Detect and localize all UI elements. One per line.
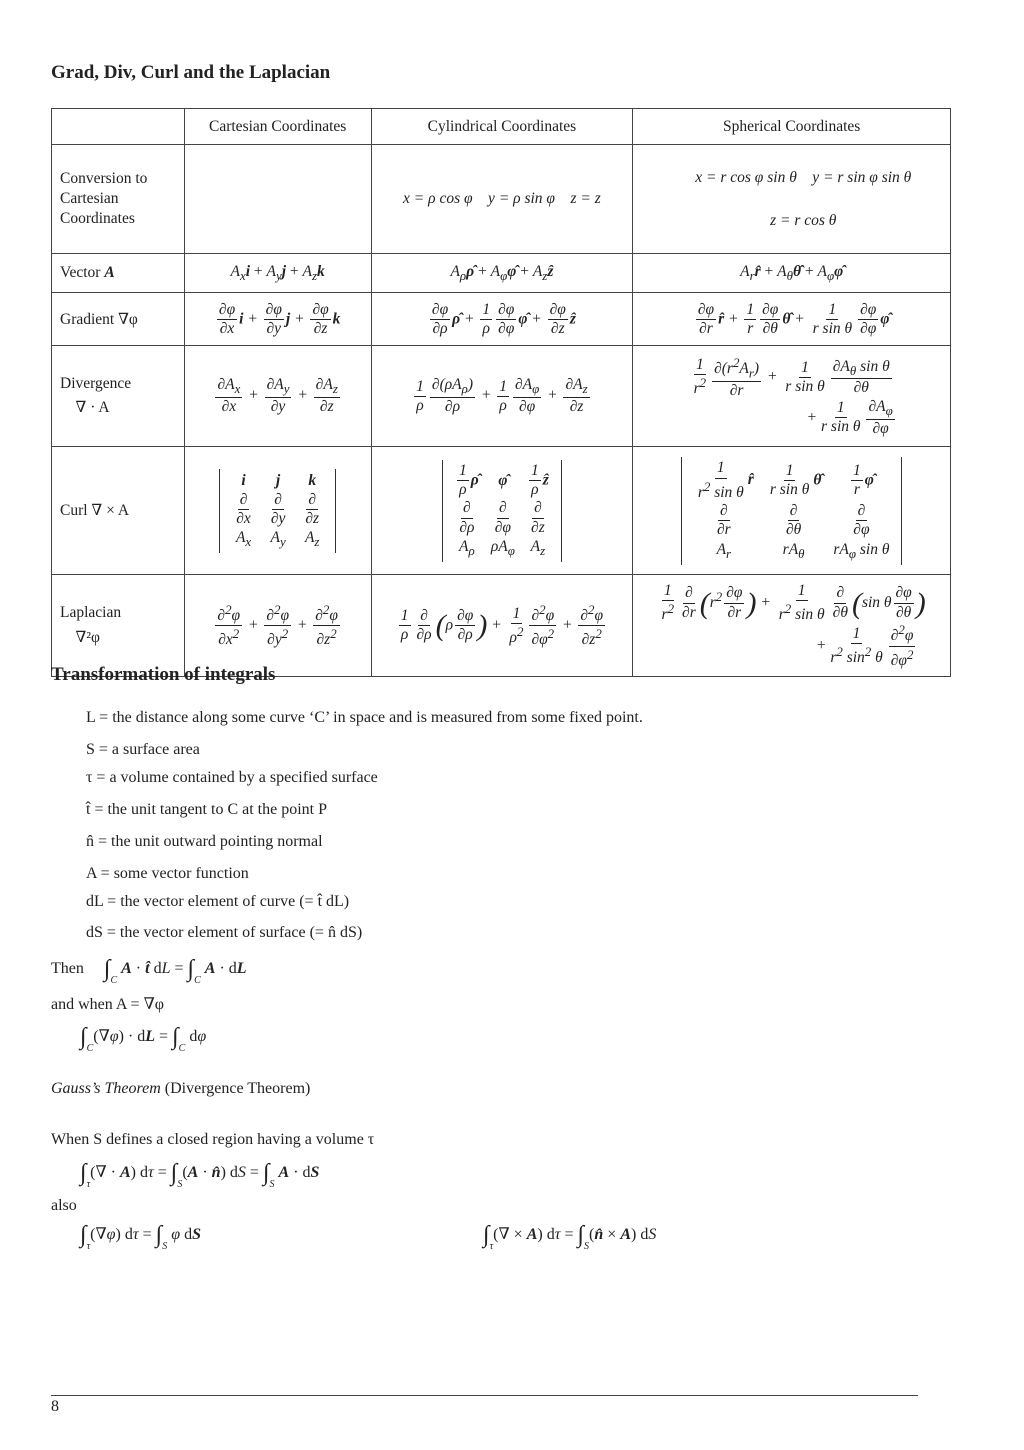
vector-operators-table	[51, 108, 951, 677]
conversion-label: Conversion to Cartesian Coordinates	[52, 145, 185, 254]
definition-n-hat: n̂ = the unit outward pointing normal	[86, 833, 323, 850]
gauss-theorem-heading: Gauss’s Theorem (Divergence Theorem)	[51, 1080, 311, 1097]
conversion-spherical: x = r cos φ sin θ y = r sin φ sin θ z = r cos θ	[633, 145, 951, 254]
gradient-volume-integral: $\int_\tau(\nabla\varphi) d\tau = \int_S$ φ dS	[80, 1222, 201, 1253]
definition-dL: dL = the vector element of curve (= t̂ dL)	[86, 893, 350, 910]
footer-rule	[51, 1395, 918, 1396]
definition-t-hat: t̂ = the unit tangent to C at the point P	[86, 801, 327, 818]
vector-row	[52, 254, 951, 293]
table-header-row	[52, 109, 951, 145]
gradient-row	[52, 293, 951, 346]
definition-dS: dS = the vector element of surface (= n̂ dS)	[86, 924, 363, 941]
page-number: 8	[51, 1398, 59, 1415]
section-title-grad-div-curl: Grad, Div, Curl and the Laplacian	[51, 62, 331, 83]
vector-label: Vector A	[52, 254, 185, 293]
divergence-cylindrical: $\frac{1}{\rho}$ $\partial(\rho A_\rho)$ ∂ρ + $\frac{1}{\rho}$ $\frac{\partial A_\varphi}{\partial\varphi}$ + $\frac{\partial A_z}{\partial z}$	[371, 346, 633, 447]
laplacian-cartesian: $\frac{\partial^2\varphi}{\partial x^2}$ + $\frac{\partial^2\varphi}{\partial y^2}$ + $\frac{\partial^2\varphi}{\partial z^2}$	[184, 575, 371, 677]
gradient-label: Gradient ∇φ	[52, 293, 185, 346]
then-equation: Then $\int_C$ A · t̂ dL = $\int_C$ A · dL	[51, 956, 247, 987]
divergence-row	[52, 346, 951, 447]
curl-cartesian: i j k ∂ ∂x ∂ ∂y ∂ ∂z $A_x$ $A_y$ $A_z$	[184, 447, 371, 575]
laplacian-cylindrical: $\frac{1}{\rho}$ ∂ ∂ρ (ρ $\frac{\partial\varphi}{\partial\rho}$ ) + $\frac{1}{\rho^2}$ $\frac{\partial^2\varphi}{\partial\varphi^2}$ + $\frac{\partial^2\varphi}{\partial z^2}$	[371, 575, 633, 677]
vector-spherical: $A_rr̂$ + $A_\theta\thetâ$ + $A_\varphi\varphî$	[633, 254, 951, 293]
and-when-label: and when A = ∇φ	[51, 996, 164, 1013]
divergence-spherical: $\frac{1}{r^2}$ $\frac{\partial(r^2A_r)}{\partial r}$ + $\frac{1}{\text{r sin θ}}$ $\frac{\partial A_\theta \sin \theta}{\partial\theta}$ + $\frac{1}{\text{r sin θ}}$ $\frac{\partial A_\varphi}{\partial\varphi}$	[633, 346, 951, 447]
vector-cartesian: $A_xi + A_yj + A_zk$	[184, 254, 371, 293]
also-label: also	[51, 1197, 77, 1214]
curl-cylindrical: $\frac{1}{\rho}$ ρ̂ φ̂ $\frac{1}{\rho}$ ẑ ∂ ∂ρ ∂ ∂φ ∂ ∂z $A_\rho$ $\rho A_\varphi$ $A_z$	[371, 447, 633, 575]
laplacian-label: Laplacian ∇²φ	[52, 575, 185, 677]
gradient-cylindrical: $\frac{\partial\varphi}{\partial\rho}$ ρ̂ + $\frac{1}{\rho}$ $\frac{\partial\varphi}{\partial\varphi}$ φ̂ + $\frac{\partial\varphi}{\partial z}$ ẑ	[371, 293, 633, 346]
header-spherical: Spherical Coordinates	[633, 109, 951, 145]
curl-volume-integral: $\int_\tau(\nabla \times A) d\tau$ = $\int_S(n̂ \times A)$ dS	[483, 1222, 657, 1253]
divergence-theorem-equation: $\int_\tau(\nabla \cdot A) d\tau = \int_S(A$ · n̂) dS = $\int_S$ A · dS	[80, 1160, 320, 1191]
definition-tau: τ = a volume contained by a specified surface	[86, 769, 378, 786]
vector-cylindrical: $A_\rho\rhô$ + $A_\varphi\varphî$ + $A_zẑ$	[371, 254, 633, 293]
laplacian-row	[52, 575, 951, 677]
divergence-cartesian: $\frac{\partial A_x}{\partial x}$ + $\frac{\partial A_y}{\partial y}$ + $\frac{\partial A_z}{\partial z}$	[184, 346, 371, 447]
definition-S: S = a surface area	[86, 741, 200, 758]
conversion-row	[52, 145, 951, 254]
table-corner-cell	[52, 109, 185, 145]
when-S-label: When S defines a closed region having a volume τ	[51, 1131, 375, 1148]
definition-L: L = the distance along some curve ‘C’ in space and is measured from some fixed point.	[86, 709, 643, 726]
curl-row	[52, 447, 951, 575]
conversion-cylindrical: x = ρ cos φ y = ρ sin φ z = z	[371, 145, 633, 254]
gradient-spherical: $\frac{\partial\varphi}{\partial r}$ r̂ + $\frac{1}{r}$ $\frac{\partial\varphi}{\partial\theta}$ θ̂ + $\frac{1}{\text{r sin θ}}$ $\frac{\partial\varphi}{\partial\varphi}$ φ̂	[633, 293, 951, 346]
divergence-label: Divergence ∇ · A	[52, 346, 185, 447]
conversion-cartesian	[184, 145, 371, 254]
header-cylindrical: Cylindrical Coordinates	[371, 109, 633, 145]
laplacian-spherical: $\frac{1}{r^2}$ ∂ ∂r ($r^2$ $\frac{\partial\varphi}{\partial r}$ ) + $\frac{1}{r^2 \sin \theta}$ ∂ ∂θ (sin θ $\frac{\partial\varphi}{\partial\theta}$ ) + $\frac{1}{r^2 \sin^2 \theta}$ $\frac{\partial^2\varphi}{\partial\varphi^2}$	[633, 575, 951, 677]
gradient-line-integral: $\int_C(\nabla\varphi)$ · dL = $\int_C$ dφ	[80, 1024, 207, 1055]
header-cartesian: Cartesian Coordinates	[184, 109, 371, 145]
section-title-transformation: Transformation of integrals	[51, 664, 276, 685]
curl-spherical: $\frac{1}{r^2 \sin \theta}$ r̂ $\frac{1}{\text{r sin θ}}$ θ̂ $\frac{1}{r}$ φ̂ ∂ ∂r ∂ ∂θ ∂ ∂φ $A_r$ $rA_\theta$ $rA_\varphi$ sin θ	[633, 447, 951, 575]
gradient-cartesian: $\frac{\partial\varphi}{\partial x}$ i + $\frac{\partial\varphi}{\partial y}$ j + $\frac{\partial\varphi}{\partial z}$ k	[184, 293, 371, 346]
curl-label: Curl ∇ × A	[52, 447, 185, 575]
definition-A: A = some vector function	[86, 865, 249, 882]
